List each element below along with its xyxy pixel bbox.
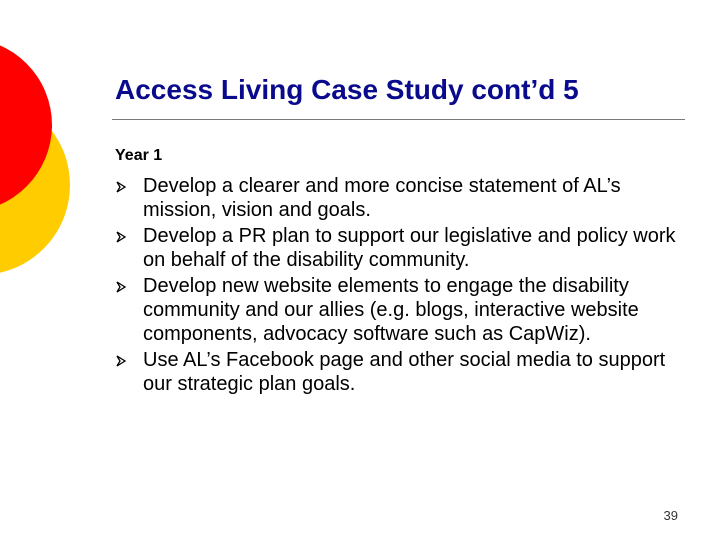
bullet-item	[115, 274, 685, 346]
arrowhead-bullet-icon	[115, 355, 127, 367]
bullet-list	[115, 174, 685, 398]
bullet-text: Develop a PR plan to support our legislative and policy work on behalf of the disability community.	[143, 225, 676, 271]
bullet-text: Develop a clearer and more concise statement of AL’s mission, vision and goals.	[143, 175, 621, 221]
bullet-text: Develop new website elements to engage the disability community and our allies (e.g. blogs, interactive website components, advocacy software such as CapWiz).	[143, 275, 639, 345]
bullet-text: Use AL’s Facebook page and other social media to support our strategic plan goals.	[143, 349, 666, 395]
arrowhead-bullet-icon	[115, 231, 127, 243]
decorative-circles	[0, 0, 120, 300]
bullet-item	[115, 224, 685, 272]
bullet-item	[115, 348, 685, 396]
slide-title: Access Living Case Study cont’d 5	[115, 74, 579, 105]
title-divider	[112, 119, 685, 120]
arrowhead-bullet-icon	[115, 281, 127, 293]
arrowhead-bullet-icon	[115, 181, 127, 193]
bullet-item	[115, 174, 685, 222]
page-number: 39	[663, 508, 678, 523]
subheading: Year 1	[115, 147, 163, 164]
